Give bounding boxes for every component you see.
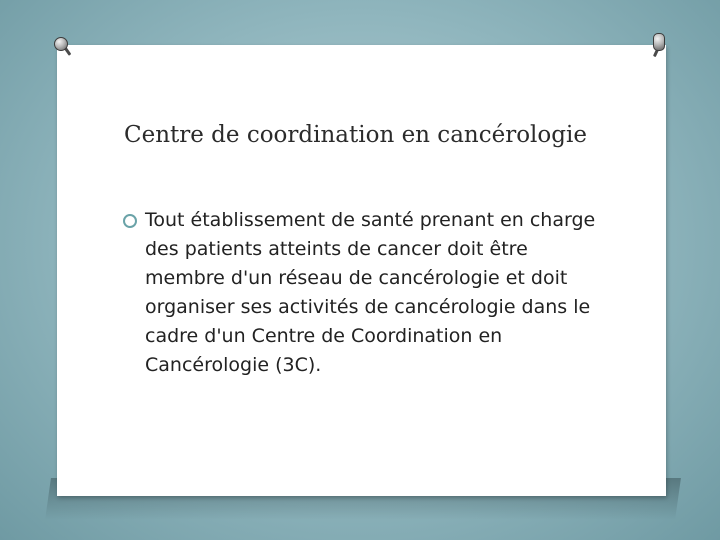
pushpin-icon xyxy=(648,31,670,53)
bullet-text: Tout établissement de santé prenant en charge des patients atteints de cancer doit être membre d'un réseau de cancérologie et doit organiser ses activités de cancérologie dans le cadre d'un Centre de Coordination en Cancérologie (3C). xyxy=(145,209,596,376)
hollow-circle-bullet-icon xyxy=(123,214,137,228)
slide-title: Centre de coordination en cancérologie xyxy=(124,122,587,148)
pushpin-icon xyxy=(50,33,72,55)
bullet-list xyxy=(123,206,613,380)
